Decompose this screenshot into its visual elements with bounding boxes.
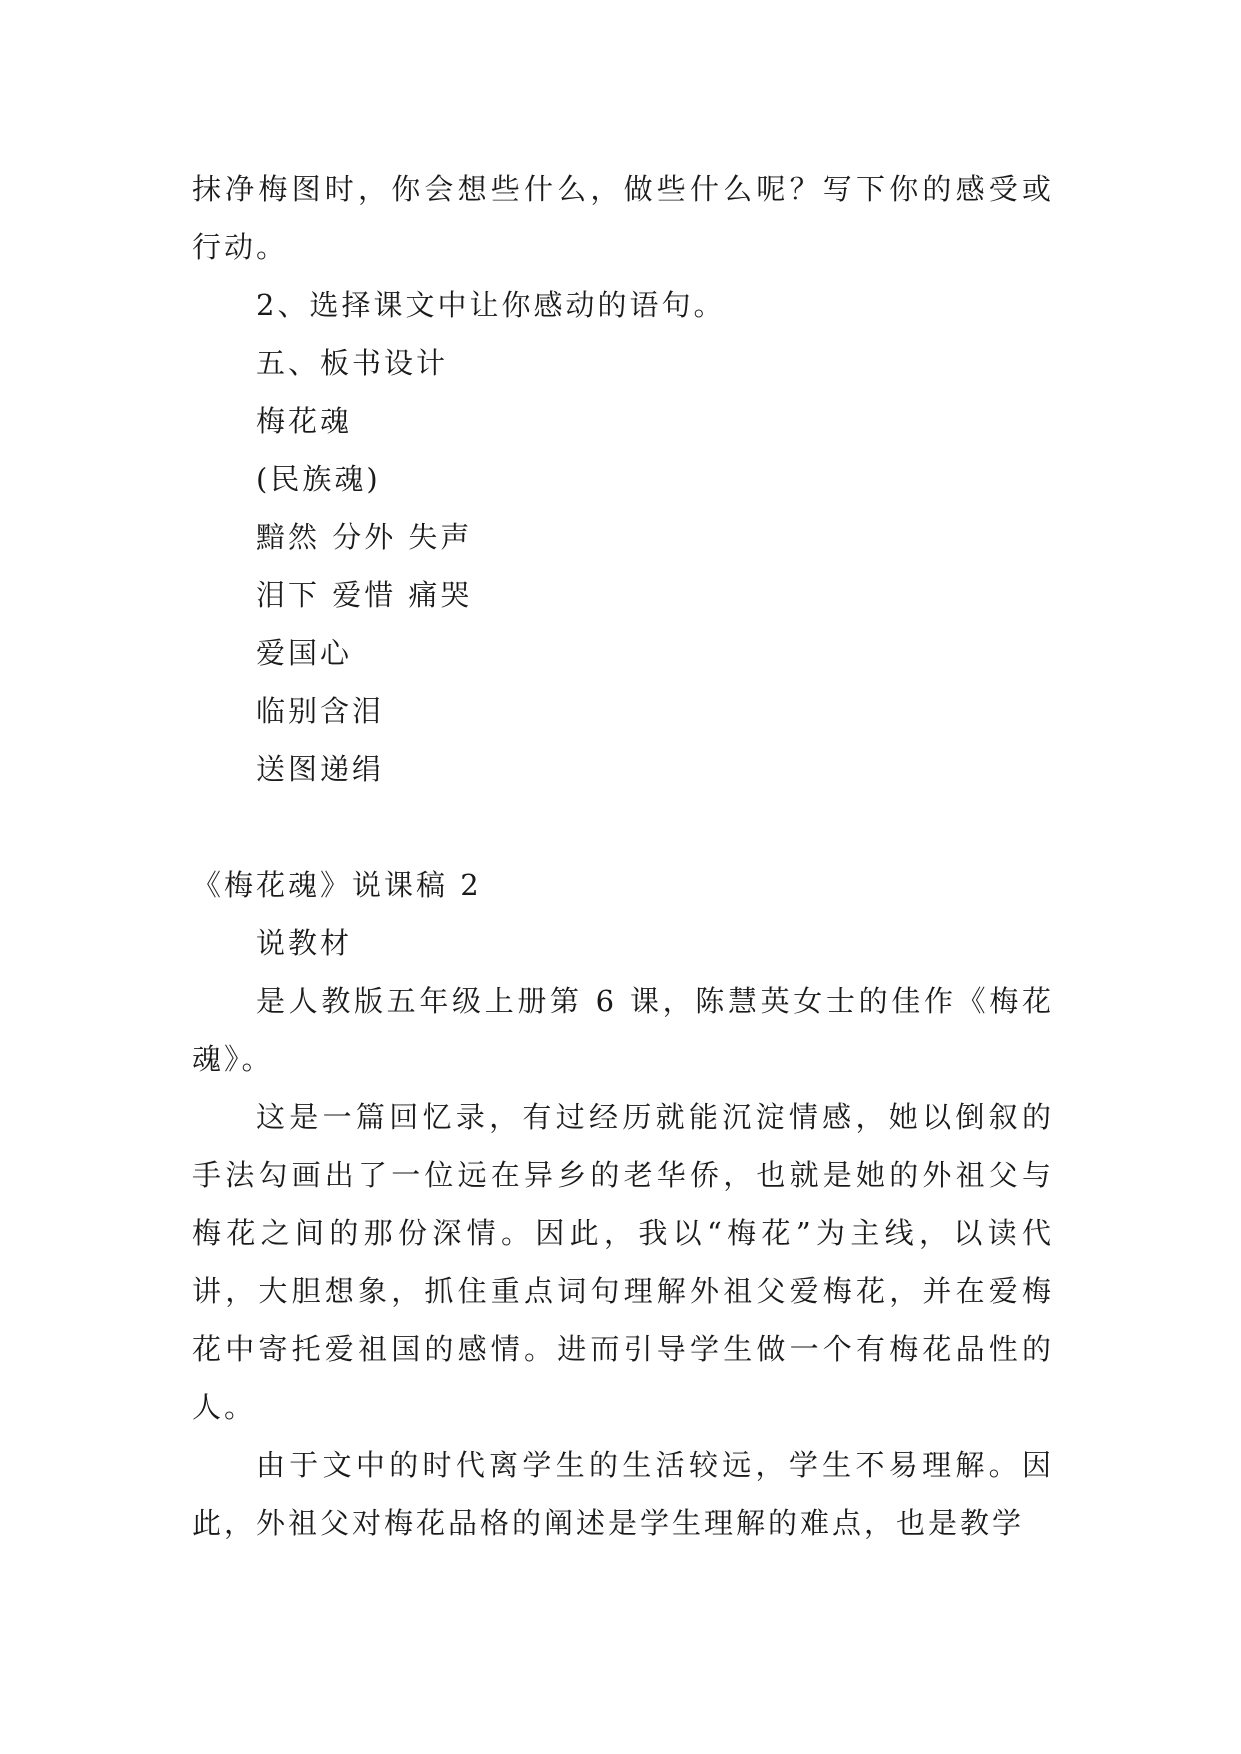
board-words-row-1: 黯然 分外 失声 [256,520,473,554]
paragraph-1: 是人教版五年级上册第 6 课，陈慧英女士的佳作《梅花魂》。 [192,984,1054,1076]
list-item-2: 2、选择课文中让你感动的语句。 [256,288,726,322]
board-point-1: 临别含泪 [256,694,385,728]
section-heading-textbook: 说教材 [256,926,353,960]
document-body [192,160,1054,1552]
paragraph-2: 这是一篇回忆录，有过经历就能沉淀情感，她以倒叙的手法勾画出了一位远在异乡的老华侨，也就是她的外祖父与梅花之间的那份深情。因此，我以“梅花”为主线，以读代讲，大胆想象，抓住重点词句理解外祖父爱梅花，并在爱梅花中寄托爱祖国的感情。进而引导学生做一个有梅花品性的人。 [192,1100,1054,1424]
board-theme: 爱国心 [256,636,353,670]
paragraph-3: 由于文中的时代离学生的生活较远，学生不易理解。因此，外祖父对梅花品格的阐述是学生理解的难点，也是教学 [192,1448,1054,1540]
document-title: 《梅花魂》说课稿 2 [192,868,482,902]
board-words-row-2: 泪下 爱惜 痛哭 [256,578,473,612]
board-point-2: 送图递绢 [256,752,385,786]
paragraph-continuation: 抹净梅图时，你会想些什么，做些什么呢？写下你的感受或行动。 [192,172,1054,264]
board-subtitle: (民族魂) [256,462,381,496]
section-heading-board-design: 五、板书设计 [256,346,449,380]
board-title: 梅花魂 [256,404,353,438]
